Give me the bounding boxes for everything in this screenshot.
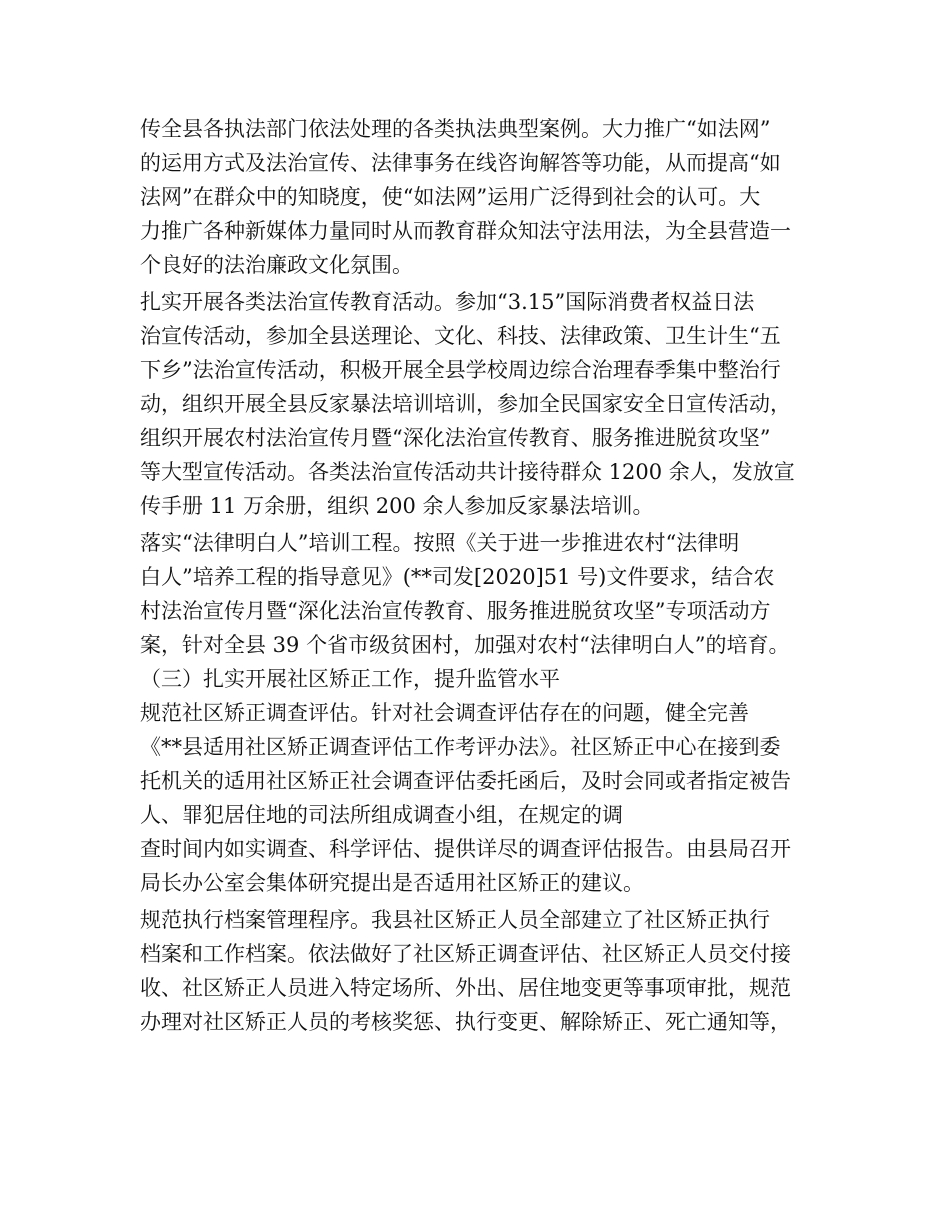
text-line: 规范社区矫正调查评估。针对社会调查评估存在的问题，健全完善	[140, 701, 749, 725]
text-line: 档案和工作档案。依法做好了社区矫正调查评估、社区矫正人员交付接	[140, 942, 791, 966]
text-line: 村法治宣传月暨“深化法治宣传教育、服务推进脱贫攻坚”专项活动方	[140, 599, 771, 623]
section-heading: （三）扎实开展社区矫正工作，提升监管水平	[140, 667, 560, 691]
text-line: 收、社区矫正人员进入特定场所、外出、居住地变更等事项审批，规范	[140, 976, 791, 1000]
text-line: 《**县适用社区矫正调查评估工作考评办法》。社区矫正中心在接到委	[140, 735, 781, 759]
text-line: 法网”在群众中的知晓度，使“如法网”运用广泛得到社会的认可。大	[140, 185, 761, 209]
text-line: 人、罪犯居住地的司法所组成调查小组，在规定的调	[140, 803, 623, 827]
text-line: 治宣传活动，参加全县送理论、文化、科技、法律政策、卫生计生“五	[140, 324, 781, 348]
text-line: 局长办公室会集体研究提出是否适用社区矫正的建议。	[140, 871, 644, 895]
text-line: 落实“法律明白人”培训工程。按照《关于进一步推进农村“法律明	[140, 531, 740, 555]
text-line: 的运用方式及法治宣传、法律事务在线咨询解答等功能，从而提高“如	[140, 151, 781, 175]
text-line: 下乡”法治宣传活动，积极开展全县学校周边综合治理春季集中整治行	[140, 358, 781, 382]
text-line: 案，针对全县 39 个省市级贫困村，加强对农村“法律明白人”的培育。	[140, 633, 790, 657]
text-line: 组织开展农村法治宣传月暨“深化法治宣传教育、服务推进脱贫攻坚”	[140, 426, 771, 450]
text-line: 白人”培养工程的指导意见》(**司发[2020]51 号)文件要求，结合农	[140, 565, 775, 589]
body-text	[140, 112, 812, 1039]
text-line: 动，组织开展全县反家暴法培训培训，参加全民国家安全日宣传活动，	[140, 392, 791, 416]
text-line: 扎实开展各类法治宣传教育活动。参加“3.15”国际消费者权益日法	[140, 290, 755, 314]
text-line: 规范执行档案管理程序。我县社区矫正人员全部建立了社区矫正执行	[140, 908, 770, 932]
text-line: 办理对社区矫正人员的考核奖惩、执行变更、解除矫正、死亡通知等，	[140, 1010, 791, 1034]
text-line: 力推广各种新媒体力量同时从而教育群众知法守法用法，为全县营造一	[140, 219, 791, 243]
text-line: 等大型宣传活动。各类法治宣传活动共计接待群众 1200 余人，发放宣	[140, 460, 795, 484]
text-line: 传全县各执法部门依法处理的各类执法典型案例。大力推广“如法网”	[140, 117, 771, 141]
text-line: 个良好的法治廉政文化氛围。	[140, 253, 413, 277]
text-line: 托机关的适用社区矫正社会调查评估委托函后，及时会同或者指定被告	[140, 769, 791, 793]
text-line: 传手册 11 万余册，组织 200 余人参加反家暴法培训。	[140, 494, 654, 518]
text-line: 查时间内如实调查、科学评估、提供详尽的调查评估报告。由县局召开	[140, 837, 791, 861]
